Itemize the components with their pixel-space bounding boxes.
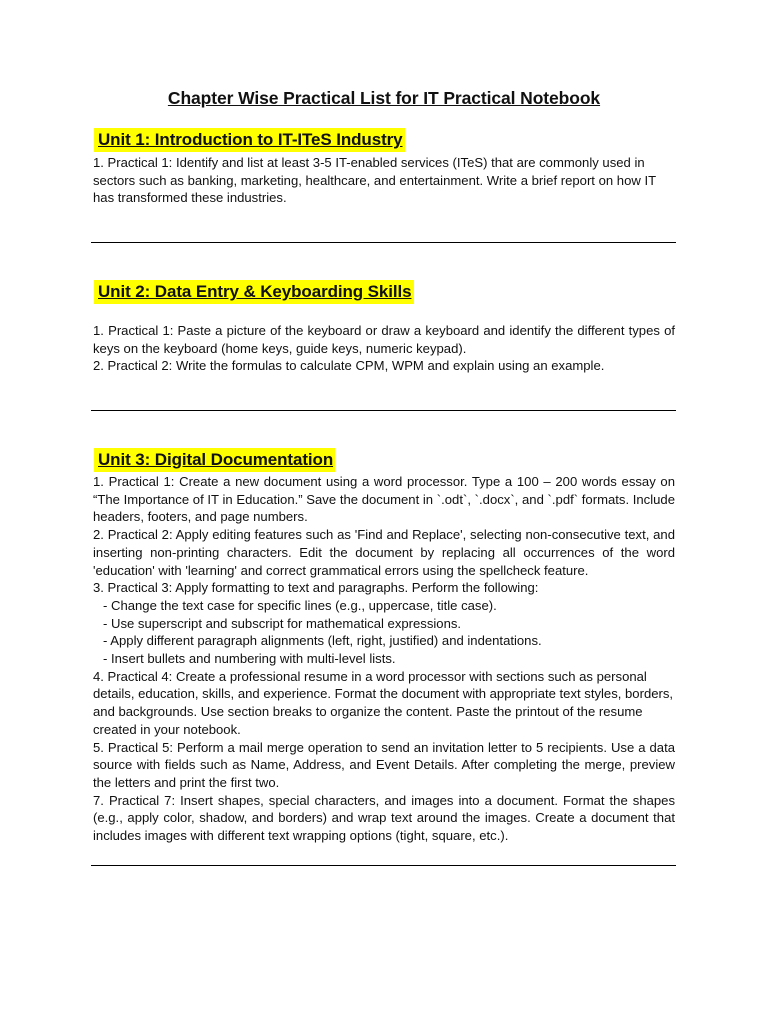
unit-3-practical-1: 1. Practical 1: Create a new document using a word processor. Type a 100 – 200 words essay on “The Importance of IT in Education.” Save the document in `.odt`, `.docx`, and `.pdf` formats. Include headers, footers, and page numbers.	[93, 474, 675, 525]
unit-1-body	[93, 154, 675, 207]
unit-2-body	[93, 322, 675, 375]
unit-2-heading: Unit 2: Data Entry & Keyboarding Skills	[94, 280, 414, 304]
section-divider	[91, 242, 676, 243]
page-title: Chapter Wise Practical List for IT Practical Notebook	[167, 88, 601, 108]
unit-3-body	[93, 473, 675, 845]
unit-2-practical-1: 1. Practical 1: Paste a picture of the keyboard or draw a keyboard and identify the different types of keys on the keyboard (home keys, guide keys, numeric keypad).	[93, 323, 675, 356]
unit-3-practical-3-item: - Insert bullets and numbering with multi-level lists.	[103, 651, 396, 667]
unit-3-practical-3-item: - Change the text case for specific lines (e.g., uppercase, title case).	[103, 597, 497, 613]
unit-3-practical-4: 4. Practical 4: Create a professional resume in a word processor with sections such as personal details, education, skills, and experience. Format the document with appropriate text styles, borders, and backgrounds. Use section breaks to organize the content. Paste the printout of the resume created in your notebook.	[93, 668, 674, 737]
unit-3-practical-3: 3. Practical 3: Apply formatting to text and paragraphs. Perform the following:	[93, 580, 539, 596]
unit-1-practical-1: 1. Practical 1: Identify and list at least 3-5 IT-enabled services (ITeS) that are commonly used in sectors such as banking, marketing, healthcare, and entertainment. Write a brief report on how IT has transformed these industries.	[93, 155, 656, 206]
unit-1-heading: Unit 1: Introduction to IT-ITeS Industry	[94, 128, 405, 152]
section-divider	[91, 410, 676, 411]
unit-3-practical-7: 7. Practical 7: Insert shapes, special characters, and images into a document. Format the shapes (e.g., apply color, shadow, and borders) and wrap text around the images. Create a document that includes images with different text wrapping options (tight, square, etc.).	[93, 792, 675, 844]
section-divider	[91, 865, 676, 866]
unit-3-practical-2: 2. Practical 2: Apply editing features such as 'Find and Replace', selecting non-consecutive text, and inserting non-printing characters. Edit the document by replacing all occurrences of the word 'education' with 'learning' and correct grammatical errors using the spellcheck feature.	[93, 527, 675, 578]
unit-3-heading: Unit 3: Digital Documentation	[94, 448, 335, 472]
unit-3-practical-3-item: - Apply different paragraph alignments (left, right, justified) and indentations.	[103, 633, 542, 649]
unit-3-practical-5: 5. Practical 5: Perform a mail merge operation to send an invitation letter to 5 recipients. Use a data source with fields such as Name, Address, and Event Details. After completing the merge, preview the letters and print the first two.	[93, 739, 675, 790]
unit-2-practical-2: 2. Practical 2: Write the formulas to calculate CPM, WPM and explain using an example.	[93, 358, 605, 374]
unit-3-practical-3-item: - Use superscript and subscript for mathematical expressions.	[103, 615, 462, 631]
